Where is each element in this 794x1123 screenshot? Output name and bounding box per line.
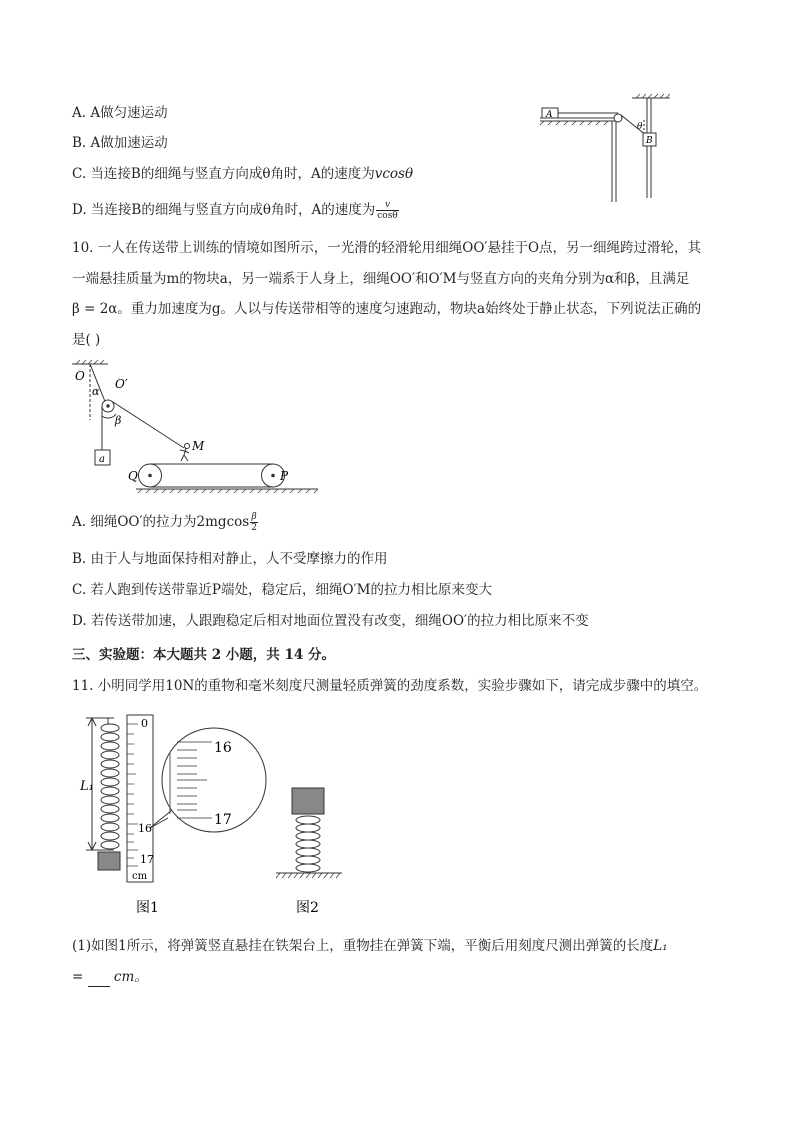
label-b: B (646, 136, 653, 146)
q10-stem-line2: 一端悬挂质量为m的物块a，另一端系于人身上，细绳OO′和O′M与竖直方向的夹角分别为α和β，且满足 (72, 271, 690, 287)
label-p: P (280, 469, 289, 483)
q10-stem-line4: 是( ) (72, 332, 101, 348)
q9-option-b: B. A做加速运动 (72, 135, 168, 151)
q10-figure (68, 358, 328, 498)
ruler-label-16: 16 (138, 822, 152, 835)
label-o: O (75, 369, 85, 383)
q10-stem-line3: β = 2α。重力加速度为g。人以与传送带相等的速度匀速跑动，物块a始终处于静止状态，下列说法正确的 (72, 301, 702, 317)
zoom-label-16: 16 (214, 740, 232, 756)
label-beta: β (115, 414, 122, 427)
fraction: $\frac{\beta}{2}$ (251, 512, 257, 533)
ruler-label-0: 0 (141, 717, 148, 730)
label-a: A (546, 110, 553, 120)
label-m: M (192, 439, 205, 453)
q11-figure (72, 710, 362, 920)
answer-blank[interactable] (88, 972, 110, 987)
q10-option-d: D. 若传送带加速，人跟跑稳定后相对地面位置没有改变，细绳OO′的拉力相比原来不变 (72, 613, 589, 629)
label-a-block: a (99, 454, 105, 465)
figure-1-caption: 图1 (136, 900, 159, 916)
q10-option-a: A. 细绳OO′的拉力为2mgcos $\frac{\beta}{2}$ (72, 512, 257, 533)
label-l1: L₁ (80, 779, 94, 794)
q10-stem-line1: 10. 一人在传送带上训练的情境如图所示，一光滑的轻滑轮用细绳OO′悬挂于O点，另一细绳跨过滑轮，其 (72, 240, 702, 256)
label-alpha: α (92, 385, 100, 398)
ruler-unit: cm (132, 871, 148, 882)
label-o-prime: O′ (115, 377, 128, 391)
label-theta: θ (637, 122, 643, 132)
section-three-heading: 三、实验题：本大题共 2 小题，共 14 分。 (72, 647, 335, 663)
label-q: Q (128, 469, 138, 483)
q9-option-a: A. A做匀速运动 (72, 105, 168, 121)
q11-step1: (1)如图1所示，将弹簧竖直悬挂在铁架台上，重物挂在弹簧下端，平衡后用刻度尺测出弹簧的长度L₁ (72, 938, 668, 954)
q9-figure (530, 92, 680, 207)
ruler-label-17: 17 (140, 853, 154, 866)
q11-step1-answer: = cm。 (72, 969, 148, 985)
q11-stem: 11. 小明同学用10N的重物和毫米刻度尺测量轻质弹簧的劲度系数，实验步骤如下，请完成步骤中的填空。 (72, 678, 708, 694)
q10-option-c: C. 若人跑到传送带靠近P端处，稳定后，细绳O′M的拉力相比原来变大 (72, 582, 492, 598)
figure-2-caption: 图2 (296, 900, 319, 916)
q9-option-d: D. 当连接B的细绳与竖直方向成θ角时，A的速度为 $\frac{v}{\cos\theta}$ (72, 200, 398, 221)
fraction: $\frac{v}{\cos\theta}$ (377, 200, 398, 221)
q10-option-b: B. 由于人与地面保持相对静止，人不受摩擦力的作用 (72, 551, 388, 567)
zoom-label-17: 17 (214, 812, 232, 828)
q9-option-c: C. 当连接B的细绳与竖直方向成θ角时，A的速度为vcosθ (72, 166, 414, 182)
